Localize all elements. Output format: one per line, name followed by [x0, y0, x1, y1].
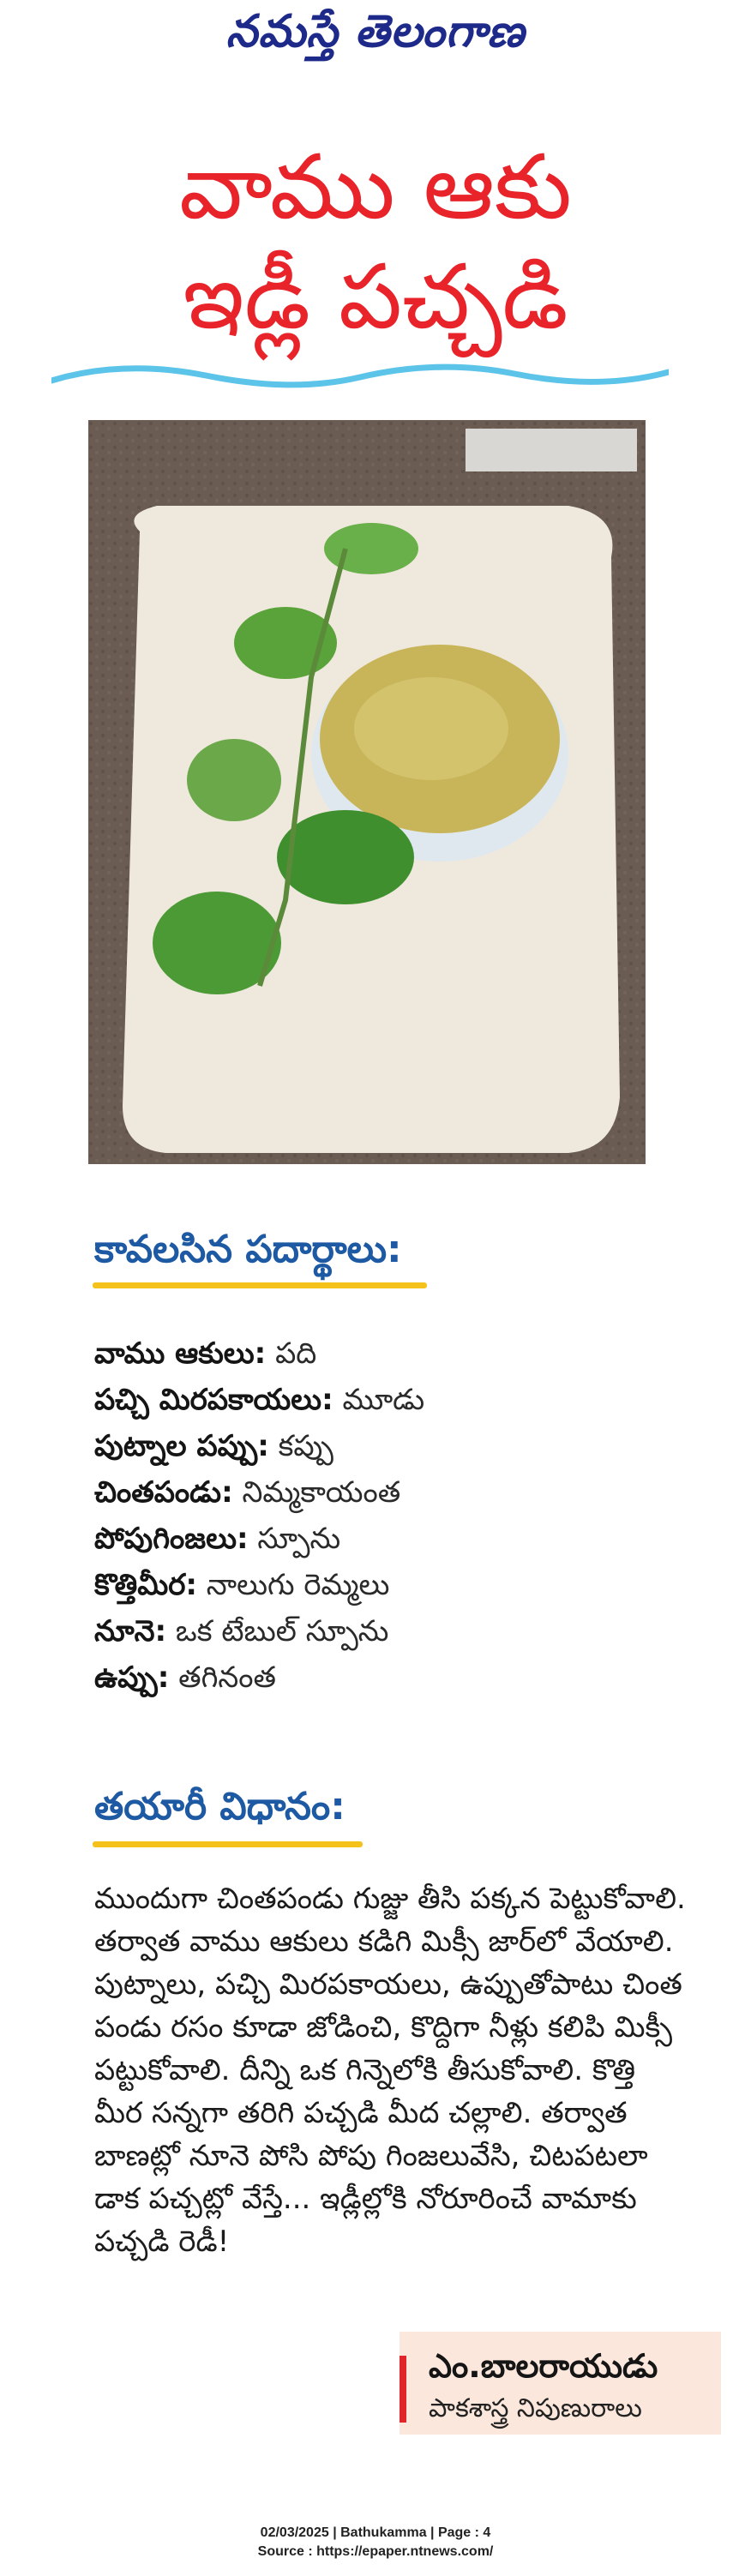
ingredient-row	[94, 1608, 694, 1654]
footer-edition: 02/03/2025 | Bathukamma | Page : 4	[260, 2525, 491, 2540]
headline-line-2: ఇడ్లీ పచ్చడి	[183, 244, 568, 349]
dish-photo	[88, 420, 646, 1164]
method-text	[94, 1877, 724, 2263]
byline-author: ఎం.బాలరాయుడు	[429, 2347, 658, 2385]
ingredient-qty: తగినంత	[178, 1660, 276, 1695]
method-line: పుట్నాలు, పచ్చి మిరపకాయలు, ఉప్పుతోపాటు చింత	[94, 1967, 682, 2002]
method-line: పచ్చడి రెడీ!	[94, 2225, 230, 2259]
ingredient-row	[94, 1377, 694, 1423]
method-line: తర్వాత వాము ఆకులు కడిగి మిక్సీ జార్‌లో వేయాలి.	[94, 1924, 674, 1959]
ingredient-row	[94, 1654, 694, 1701]
headline-line-1: వాము ఆకు	[178, 135, 573, 239]
ingredient-row	[94, 1423, 694, 1469]
method-line: ముందుగా చింతపండు గుజ్జు తీసి పక్కన పెట్టుకోవాలి.	[94, 1882, 686, 1916]
ingredient-qty: మూడు	[342, 1383, 425, 1417]
ingredient-qty: నాలుగు రెమ్మలు	[206, 1568, 390, 1602]
ingredient-qty: ఒక టేబుల్ స్పూను	[175, 1614, 389, 1648]
ingredient-row	[94, 1562, 694, 1608]
ingredient-name: పచ్చి మిరపకాయలు:	[94, 1383, 333, 1417]
ingredient-name: చింతపండు:	[94, 1475, 233, 1510]
ingredients-list	[94, 1330, 694, 1701]
method-line: మీర సన్నగా తరిగి పచ్చడి మీద చల్లాలి. తర్వాత	[94, 2096, 628, 2130]
ingredient-qty: పది	[275, 1336, 317, 1371]
footer-source-link[interactable]: Source : https://epaper.ntnews.com/	[257, 2544, 494, 2559]
byline-role: పాకశాస్త్ర నిపుణురాలు	[429, 2393, 642, 2423]
ingredients-underline	[93, 1282, 427, 1288]
ingredient-name: ఉప్పు:	[94, 1660, 170, 1695]
ingredient-row	[94, 1516, 694, 1562]
method-heading: తయారీ విధానం:	[94, 1785, 345, 1828]
method-line: పట్టుకోవాలి. దీన్ని ఒక గిన్నెలోకి తీసుకోవాలి. కొత్తి	[94, 2053, 636, 2087]
ingredient-row	[94, 1469, 694, 1516]
ingredient-name: నూనె:	[94, 1614, 167, 1648]
ingredient-qty: కప్పు	[278, 1429, 333, 1463]
dish-photo-icon	[88, 420, 646, 1164]
ingredients-heading: కావలసిన పదార్థాలు:	[94, 1228, 402, 1271]
method-line: డాక పచ్చట్లో వేస్తే... ఇడ్లీల్లోకి నోరూరించే వామాకు	[94, 2182, 637, 2216]
wave-divider	[51, 360, 669, 394]
byline-accent-bar	[400, 2356, 406, 2423]
ingredient-name: వాము ఆకులు:	[94, 1336, 267, 1371]
ingredient-qty: స్పూను	[257, 1522, 341, 1556]
ingredient-name: పోపుగింజలు:	[94, 1522, 249, 1556]
ingredient-name: కొత్తిమీర:	[94, 1568, 197, 1602]
ingredient-name: పుట్నాల పప్పు:	[94, 1429, 269, 1463]
ingredient-qty: నిమ్మకాయంత	[242, 1475, 401, 1510]
masthead-title: నమస్తే తెలంగాణ	[225, 5, 526, 57]
method-line: బాణట్లో నూనె పోసి పోపు గింజలువేసి, చిటపటలా	[94, 2139, 648, 2173]
ingredient-row	[94, 1330, 694, 1377]
method-underline	[93, 1841, 363, 1847]
method-line: పండు రసం కూడా జోడించి, కొద్దిగా నీళ్లు కలిపి మిక్సీ	[94, 2010, 673, 2045]
